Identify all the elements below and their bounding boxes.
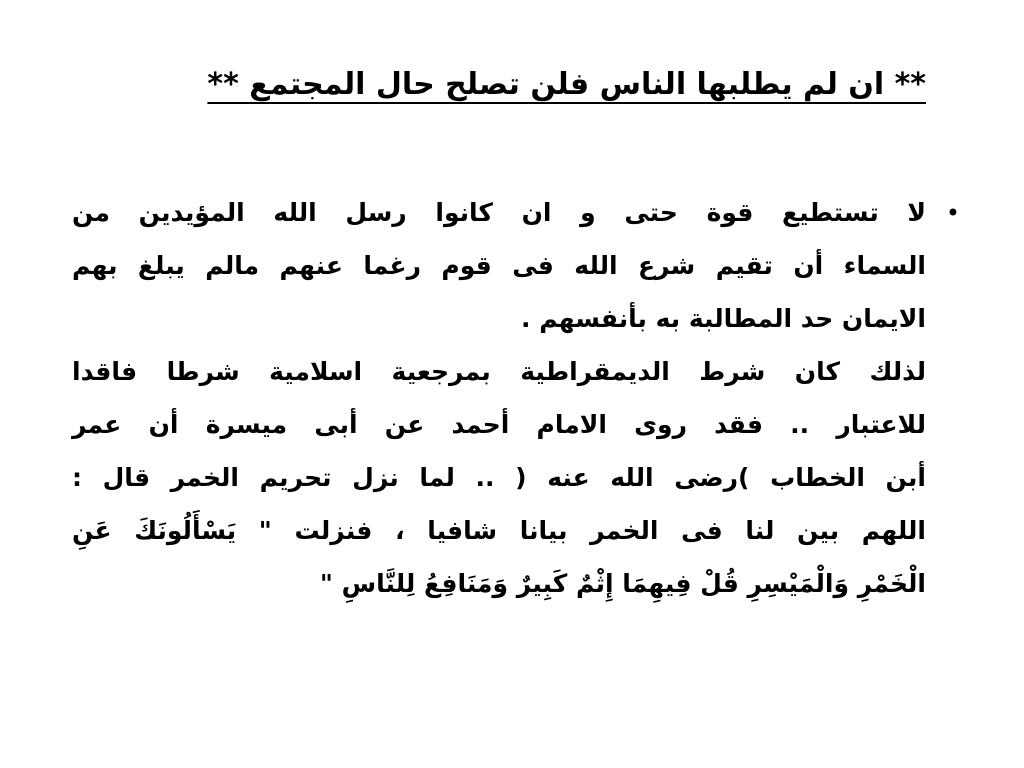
text-line: الايمان حد المطالبة به بأنفسهم . <box>521 304 926 333</box>
text-line: اللهم بين لنا فى الخمر بيانا شافيا ، فنزلت " يَسْأَلُونَكَ عَنِ <box>72 516 926 545</box>
text-line: السماء أن تقيم شرع الله فى قوم رغما عنهم مالم يبلغ بهم <box>72 251 926 280</box>
slide-title-text: ** ان لم يطلبها الناس فلن تصلح حال المجتمع ** <box>207 67 926 102</box>
bullet-list <box>72 186 960 610</box>
text-line: لا تستطيع قوة حتى و ان كانوا رسل الله المؤيدين من <box>72 198 926 227</box>
text-line: لذلك كان شرط الديمقراطية بمرجعية اسلامية شرطا فاقدا <box>72 357 926 386</box>
slide-title <box>60 62 926 108</box>
text-line: أبن الخطاب )رضى الله عنه ( .. لما نزل تحريم الخمر قال : <box>72 463 926 492</box>
text-line: الْخَمْرِ وَالْمَيْسِرِ قُلْ فِيهِمَا إِثْمٌ كَبِيرٌ وَمَنَافِعُ لِلنَّاسِ " <box>319 569 926 598</box>
bullet-marker: • <box>945 199 960 227</box>
text-line: للاعتبار .. فقد روى الامام أحمد عن أبى ميسرة أن عمر <box>72 410 926 439</box>
bullet-paragraph <box>72 186 926 610</box>
